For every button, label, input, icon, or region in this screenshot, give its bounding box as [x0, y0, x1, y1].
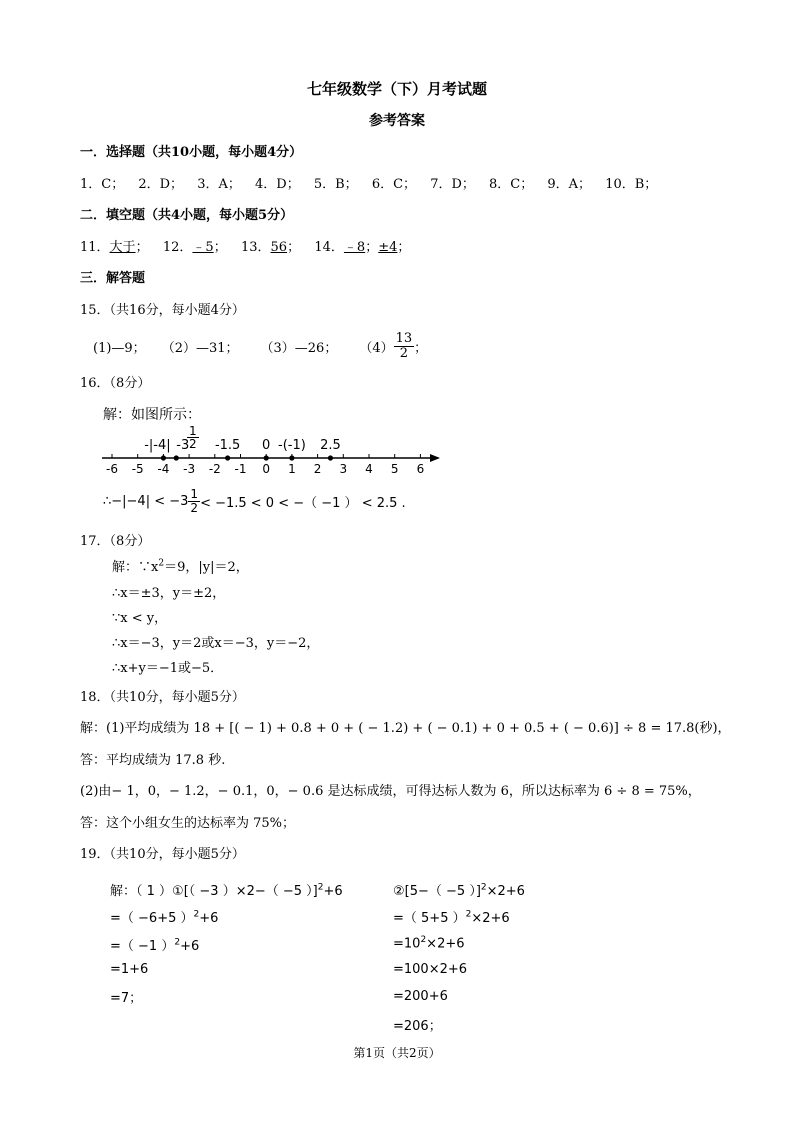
q15-answer-4-fraction [394, 332, 415, 360]
number-line-tick-label: 6 [416, 462, 425, 476]
number-line-half-fraction [187, 425, 199, 450]
q14-answer-b: ±4 [378, 240, 398, 255]
number-line-tick-label: 0 [262, 462, 271, 476]
q19-left-line-1-tail: +6 [323, 884, 343, 899]
number-line-tick-label: 2 [313, 462, 322, 476]
number-line-arrow [430, 454, 440, 462]
q16-conclusion-part-a: ∴−|−4| < −3 [103, 493, 189, 509]
q18-line-3: (2)由− 1，0，− 1.2，− 0.1，0，− 0.6 是达标成绩，可得达标人数为 6，所以达标率为 6 ÷ 8 = 75%， [80, 784, 701, 799]
number-line-point-label: -3 [176, 438, 190, 453]
q19-left-line-3 [110, 935, 343, 962]
q17-line-1a: 解：∵x [112, 560, 159, 575]
q17-line-3: ∵x < y， [112, 611, 168, 626]
q18-line-2: 答：平均成绩为 17.8 秒. [80, 753, 226, 768]
q19-left-line-5-main: =7； [110, 991, 143, 1006]
page-subtitle: 参考答案 [369, 113, 425, 129]
q19-right-line-1-tail: ×2+6 [486, 884, 525, 899]
q19-right-line-4 [393, 962, 525, 989]
q19-left-line-4-main: =1+6 [110, 962, 149, 977]
q11-answer: 大于 [109, 240, 136, 255]
q19-left-line-3-exponent: 2 [174, 937, 181, 948]
q17-line-5: ∴x+y＝−1或−5． [112, 661, 224, 676]
q15-answer-1: (1)—9； [93, 340, 146, 356]
number-line-tick-label: 5 [390, 462, 399, 476]
q16-header: 16．（8分） [80, 376, 151, 391]
q19-right-line-3-main: =10 [393, 936, 421, 952]
fraction-numerator: 13 [395, 330, 413, 346]
answer-7: 7．D； [430, 177, 475, 192]
q18-line-4: 答：这个小组女生的达标率为 75%； [80, 816, 296, 831]
number-line-tick-label: 4 [365, 462, 373, 476]
section-1-heading: 一．选择题（共10小题，每小题4分） [80, 145, 303, 160]
q19-right-line-3 [393, 935, 525, 962]
number-line-point-label: -1.5 [214, 438, 241, 453]
fraction-denominator: 2 [189, 437, 197, 451]
q17-line-1c: ＝9，|y|＝2， [164, 560, 249, 575]
q19-left-line-1-main: 解：（ 1 ）①[（ −3 ）×2−（ −5 ）] [110, 884, 318, 899]
q16-conclusion [103, 484, 406, 518]
q12-number: 12． [162, 240, 193, 255]
q12-sep: ； [213, 240, 227, 255]
q15-answers [93, 326, 427, 366]
q17-line-1 [112, 556, 249, 575]
number-line-point [225, 455, 230, 460]
number-line-tick-label: -5 [131, 462, 144, 476]
answer-3: 3．A； [197, 177, 241, 192]
number-line-point [289, 455, 294, 460]
q13-answer: 56 [270, 240, 288, 255]
q15-header: 15．（共16分，每小题4分） [80, 303, 245, 318]
q11-number: 11． [80, 240, 110, 255]
q19-right-line-5-main: =200+6 [393, 989, 448, 1004]
q19-right-line-1 [393, 880, 525, 907]
q19-right-line-3-tail: ×2+6 [426, 936, 465, 952]
number-line-points [144, 438, 341, 461]
q13-sep: ； [287, 240, 301, 255]
q19-left-line-1-exponent: 2 [317, 882, 324, 893]
number-line-tick-label: -4 [157, 462, 170, 476]
q14-number: 14． [314, 240, 344, 255]
q19-right-line-3-exponent: 2 [420, 935, 427, 945]
q19-header: 19．（共10分，每小题5分） [80, 847, 245, 862]
q15-answer-4-end: ； [414, 340, 428, 356]
page-title: 七年级数学（下）月考试题 [306, 80, 487, 98]
answer-10: 10．B； [605, 177, 658, 192]
q15-answer-2: （2）—31； [161, 340, 239, 356]
section-2-answers [80, 236, 410, 255]
q19-right-line-5 [393, 989, 525, 1015]
q14-answer-a: ﹣8 [343, 240, 366, 255]
answer-1: 1．C； [80, 177, 125, 192]
answer-2: 2．D； [138, 177, 184, 192]
q14-sep-b: ； [397, 240, 411, 255]
section-3-heading: 三．解答题 [80, 271, 146, 286]
q11-sep: ； [135, 240, 149, 255]
number-line-point [161, 455, 166, 460]
q17-line-4: ∴x＝−3，y＝2或x＝−3，y＝−2， [112, 636, 320, 651]
number-line-point-label: 0 [262, 438, 271, 453]
q16-conclusion-fraction [188, 488, 200, 514]
q19-left-column [110, 880, 343, 1012]
number-line-tick-label: -6 [106, 462, 118, 476]
q18-line-1: 解：(1)平均成绩为 18 + [( − 1) + 0.8 + 0 + ( − 1.2) + ( − 0.1) + 0 + 0.5 + ( − 0.6)] ÷ 8 = 17.8(秒)， [80, 721, 731, 736]
number-line-point-label: 2.5 [320, 438, 341, 453]
number-line-tick-label: 1 [288, 462, 296, 476]
q19-right-line-1-main: ②[5−（ −5 ）] [393, 884, 481, 899]
fraction-denominator: 2 [190, 500, 199, 515]
number-line-tick-label: -2 [208, 462, 221, 476]
q16-intro: 解：如图所示： [103, 407, 201, 423]
q19-right-line-2-main: =（ 5+5 ） [393, 911, 466, 926]
q13-number: 13． [240, 240, 271, 255]
fraction-numerator: 1 [189, 424, 197, 438]
fraction-numerator: 1 [190, 486, 199, 501]
q19-left-line-3-main: =（ −1 ） [110, 939, 175, 954]
q17-line-1-exponent: 2 [158, 558, 165, 569]
q19-right-line-2-exponent: 2 [465, 909, 472, 920]
number-line-point [328, 455, 333, 460]
q19-left-line-2-exponent: 2 [193, 909, 200, 920]
q16-conclusion-part-b: < −1.5 < 0 < −（ −1 ） < 2.5 . [200, 495, 406, 511]
q17-header: 17．（8分） [80, 534, 151, 549]
number-line-tick-label: -1 [234, 462, 247, 476]
q19-right-line-1-exponent: 2 [480, 882, 487, 893]
answer-6: 6．C； [371, 177, 417, 192]
q15-answer-4-label: （4） [359, 340, 394, 356]
answer-8: 8．C； [489, 177, 534, 192]
answer-4: 4．D； [255, 177, 300, 192]
number-line-point [264, 455, 269, 460]
q19-left-line-2-tail: +6 [199, 911, 219, 926]
q19-left-line-3-tail: +6 [180, 939, 200, 954]
q19-left-line-2 [110, 907, 343, 935]
number-line-point-label: -(-1) [278, 438, 306, 453]
q17-line-2: ∴x＝±3，y＝±2， [112, 586, 226, 601]
q19-left-line-2-main: =（ −6+5 ） [110, 911, 194, 926]
q19-right-line-6 [393, 1015, 525, 1040]
q15-answer-3: （3）—26； [260, 340, 338, 356]
q19-left-line-4 [110, 962, 343, 987]
q19-right-line-4-main: =100×2+6 [393, 962, 468, 977]
number-line-tick-label: -3 [183, 462, 196, 476]
number-line-tick-label: 3 [339, 462, 348, 476]
q12-answer: ﹣5 [192, 240, 214, 255]
page-footer: 第1页（共2页） [353, 1046, 441, 1060]
q19-left-line-1 [110, 880, 343, 907]
answer-5: 5．B； [313, 177, 358, 192]
number-line-point [174, 455, 179, 460]
number-line [100, 430, 460, 480]
section-1-answers [80, 173, 657, 192]
q19-right-line-2-tail: ×2+6 [471, 911, 510, 926]
q18-header: 18．（共10分，每小题5分） [80, 690, 245, 705]
q19-right-line-2 [393, 907, 525, 935]
answer-9: 9．A； [547, 177, 592, 192]
q19-right-column [393, 880, 525, 1040]
q19-right-line-6-main: =206； [393, 1019, 442, 1034]
q19-left-line-5 [110, 987, 343, 1012]
fraction-denominator: 2 [399, 345, 409, 361]
section-2-heading: 二．填空题（共4小题，每小题5分） [80, 208, 294, 223]
number-line-point-label: -|-4| [144, 438, 171, 453]
q14-sep-a: ； [365, 240, 379, 255]
